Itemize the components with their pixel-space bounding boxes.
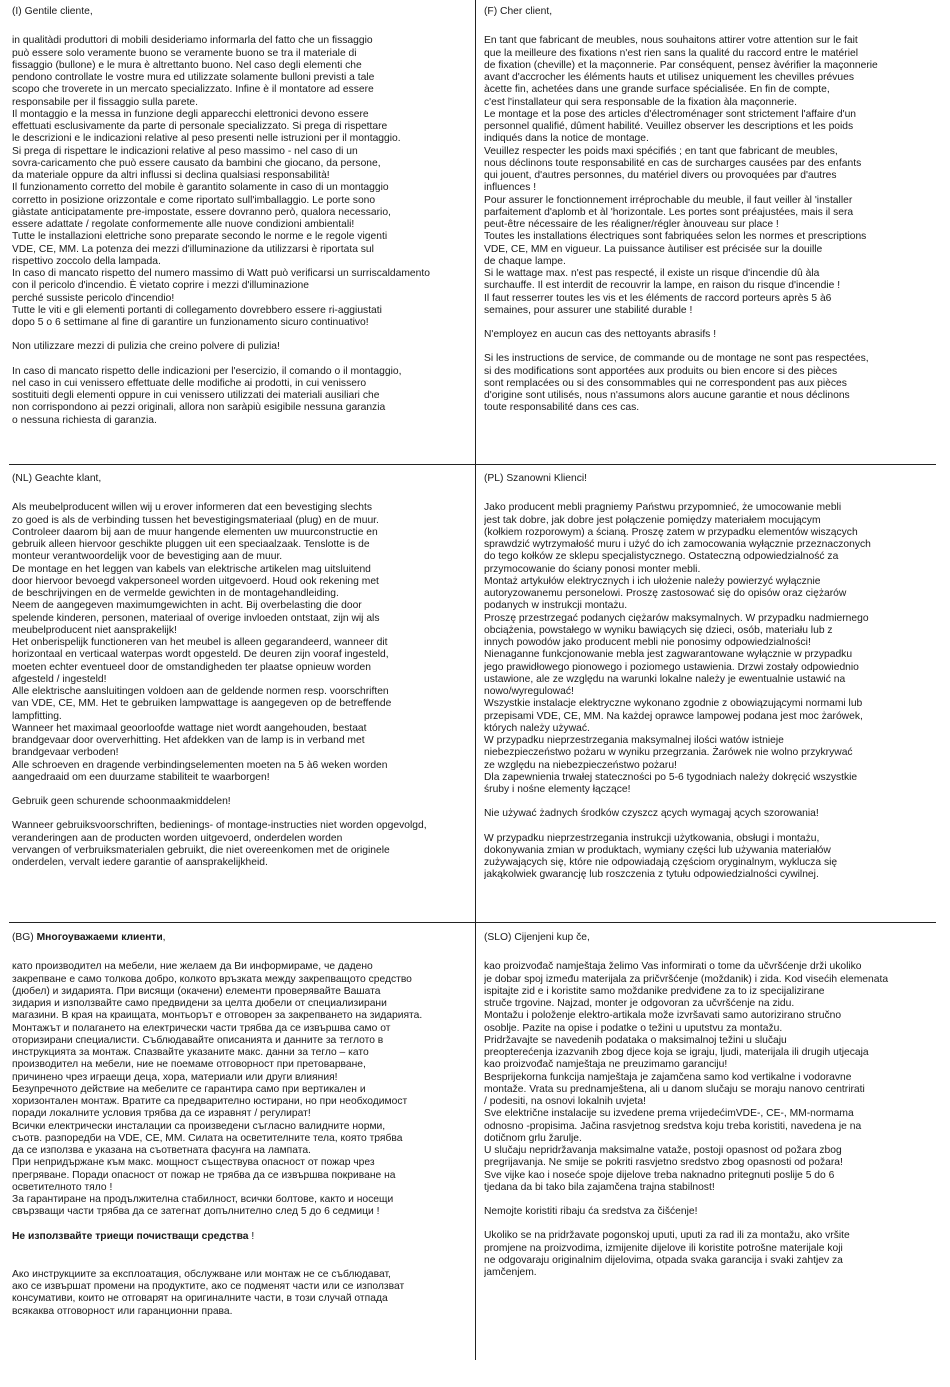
cleaning-note: Non utilizzare mezzi di pulizia che creino polvere di pulizia! [12,341,280,353]
body-text: kao proizvođač namještaja želimo Vas informirati o tome da učvršćenje drži ukoliko je dobar spoj između materijala za pričvršćenje (moždanik) i zida. Kod visećih elemenata ispitajte zid e i koristite samo moždanike predviđene za to iz specijalizirane struče trgovine. Najzad, monter je odgovoran za učvršćenje na zidu. Montažu i položenje elektro-artikala može izvršavati samo autorizirano stručno osoblje. Pazite na opise i podatke o težini u uputstvu za montažu. Pridržavajte se navedenih podataka o maksimalnoj težini u slučaju preopterećenja izazvanih zbog djece koja se igraju, ljudi, materijala ili drugih utjecaja kao proizvođač namještaja ne preuzimamo garanciju! Besprijekorna funkcija namještaja je zajamčena samo kod vertikalne i vodoravne montaže. Vrata su prednamještena, ali u danom slučaju se moraju nanovo centrirati / podesiti, na osnovi lokalnih uvjeta! Sve električne instalacije su izvedene prema vrijedećimVDE-, CE-, MM-normama odnosno -propisima. Jačina rasvjetnog sredstva koju treba koristiti, navedena je na dotičnom grlu žarulje. U slučaju nepridržavanja maksimalne vataže, postoji opasnost od požara zbog pregrijavanja. Ne smije se pokriti rasvjetno sredstvo zbog opasnosti od požara! Sve vijke kao i noseće spoje dijelove treba naknadno pritegnuti poslije 5 do 6 tjedana da bi tako bila zajamčena trajna stabilnost! [484,961,889,1193]
warranty-text: W przypadku nieprzestrzegania instrukcji użytkowania, obsługi i montażu, dokonywania zmian w produktach, wymiany części lub używania materiałów zużywających się, które nie odpowiadają częściom oryginalnym, wyklucza się jakąkolwiek gwarancję lub roszczenia z tytułu odpowiedzialności cywilnej. [484,832,838,881]
cleaning-note: Nie używać żadnych środków czyszcz ących wymagaj ących szorowania! [484,808,819,820]
salutation-suffix: , [162,932,166,943]
section-dutch [12,473,474,918]
cleaning-note: Nemojte koristiti ribaju ća sredstva za čišćenje! [484,1206,698,1217]
cleaning-note-bold: Не използвайте триещи почистващи средства [12,1230,249,1242]
salutation [12,932,474,944]
salutation: (F) Cher client, [484,6,553,17]
cleaning-note-suffix: ! [248,1230,255,1242]
body-text: Als meubelproducent willen wij u erover informeren dat een bevestiging slechts zo goed is als de verbinding tussen het bevestigingsmateriaal (plug) en de muur. Controleer daarom bij aan de muur hangende elementen uw muurconstructie en gebruik alleen hiervoor geschikte pluggen uit een speciaalzaak. Tenslotte is de monteur verantwoordelijk voor de bevestiging aan de muur. De montage en het leggen van kabels van elektrische artikelen mag uitsluitend door hiervoor bevoegd vakpersoneel worden uitgevoerd. Houd ook rekening met de beschrijvingen en de vermelde gewichten in de montagehandleiding. Neem de aangegeven maximumgewichten in acht. Bij overbelasting die door spelende kinderen, personen, materiaal of overige invloeden ontstaat, zijn wij als meubelproducent niet aansprakelijk! Het onberispelijk functioneren van het meubel is alleen gegarandeerd, wanneer dit horizontaal en verticaal waterpas wordt opgesteld. De deuren zijn vooraf ingesteld, moeten echter eventueel door de omstandigheden ter plaatse opnieuw worden afgesteld / ingesteld! Alle elektrische aansluitingen voldoen aan de geldende normen resp. voorschriften van VDE, CE, MM. Het te gebruiken lampwattage is aangegeven op de betreffende lampfitting. Wanneer het maximaal geoorloofde wattage niet wordt aangehouden, bestaat brandgevaar door oververhitting. Het afdekken van de lamp is in verband met brandgevaar verboden! Alle schroeven en dragende verbindingselementen moeten na 5 à6 weken worden aangedraaid om een duurzame stabiliteit te waarborgen! [12,502,392,783]
section-french [484,6,946,461]
salutation-prefix: (BG) [12,932,37,943]
column-divider [475,0,476,1360]
warranty-text: In caso di mancato rispetto delle indicazioni per l'esercizio, il comando o il montaggio, nel caso in cui venissero effettuate delle modifiche ai prodotti, in cui venissero sostituiti degli elementi oppure in cui venissero utilizzati dei materiali ausiliari che non corrispondono ai pezzi originali, allora non saràpiù esigibile nessuna garanzia o nessuna richiesta di garanzia. [12,365,402,426]
salutation: (SLO) Cijenjeni kup če, [484,932,590,943]
body-text: като производител на мебели, ние желаем да Ви информираме, че дадено закрепване е само толкова добро, колкото връзката между закрепващото средство (дюбел) и зидарията. При висящи (окачени) елементи проверявайте Вашата зидария и използвайте само предвидени за целта дюбели от специализирани магазини. В края на краищата, монтьорът е отговорен за закрепването на зидарията. Монтажът и полагането на електрически части трябва да се извършва само от оторизирани специалисти. Съблюдавайте описанията и данните за теглото в инструкцията за монтаж. Спазвайте указаните макс. данни за тегло – като производител на мебели, ние не поемаме отговорност при претоварване, причинено чрез играещи деца, хора, материали или други влияния! Безупречното действие на мебелите се гарантира само при вертикален и хоризонтален монтаж. Вратите са предварително юстирани, но при необходимост поради локалните условия трябва да се изравнят / регулират! Всички електрически инсталации са произведени съгласно валидните норми, съотв. разпоредби на VDE, CE, MM. Силата на осветителните тела, която трябва да се използва е указана на съответната фасунга на лампата. При непридържане към макс. мощност съществува опасност от пожар чрез прегряване. Поради опасност от пожар не трябва да се извършва покриване на осветителното тяло ! За гарантиране на продължителна стабилност, всички болтове, както и носещи свързващи части трябва да се затегнат допълнително след 5 до 6 седмици ! [12,961,423,1218]
cleaning-note: Gebruik geen schurende schoonmaakmiddelen! [12,796,231,807]
section-italian [12,6,472,461]
warranty-text: Si les instructions de service, de commande ou de montage ne sont pas respectées, si des modifications sont apportées aux produits ou bien encore si des pièces sont remplacées ou si des consommables qui ne correspondent pas aux pièces d'origine sont utilisés, nous n'assumons alors aucune garantie et nous déclinons toute responsabilité dans ces cas. [484,353,869,414]
cleaning-note: N'employez en aucun cas des nettoyants abrasifs ! [484,329,717,340]
body-text: Jako producent mebli pragniemy Państwu przypomnieć, że umocowanie mebli jest tak dobre, jak dobre jest połączenie pomiędzy materiałem mocującym (kołkiem rozporowym) a ścianą. Proszę zatem w przypadku elementów wiszących sprawdzić wytrzymałość muru i użyć do ich zamocowania wyłącznie przeznaczonych do tego kołków ze sklepu specjalistycznego. Ostateczną odpowiedzialność za przymocowanie do ściany ponosi monter mebli. Montaż artykułów elektrycznych i ich ułożenie należy powierzyć wyłącznie autoryzowanemu personelowi. Proszę zastosować się do opisów oraz ciężarów podanych w instrukcji montażu. Proszę przestrzegać podanych ciężarów maksymalnych. W przypadku nadmiernego obciążenia, powstałego w wyniku bawiących się dzieci, osób, materiału lub z innych powodów jako producent mebli nie ponosimy odpowiedzialności! Nienaganne funkcjonowanie mebla jest zagwarantowane wyłącznie w przypadku jego prawidłowego pionowego i poziomego ustawienia. Drzwi zostały odpowiednio ustawione, ale ze względu na warunki lokalne należy je ewentualnie ustawić na nowo/wyregulować! Wszystkie instalacje elektryczne wykonano zgodnie z obowiązującymi normami lub przepisami VDE, CE, MM. Na każdej oprawce lampowej podana jest moc żarówek, których należy używać. W przypadku nieprzestrzegania maksymalnej ilości watów istnieje niebezpieczeństwo pożaru w wyniku przegrzania. Żarówek nie wolno przykrywać ze względu na niebezpieczeństwo pożaru! Dla zapewnienia trwałej stateczności po 5-6 tygodniach należy dokręcić wszystkie śruby i nośne elementy łączące! [484,502,871,795]
warranty-text: Ukoliko se na pridržavate pogonskoj uputi, uputi za rad ili za montažu, ako vršite promjene na proizvodima, izmijenite dijelove ili koristite potrošne materijale koji ne odgovaraju originalnim dijelovima, otpada svaka garancija i svaki zahtjev za jamčenjem. [484,1230,850,1278]
salutation: (NL) Geachte klant, [12,473,102,484]
warranty-text: Wanneer gebruiksvoorschriften, bedienings- of montage-instructies niet worden opgevolgd, veranderingen aan de producten worden uitgevoerd, onderdelen worden vervangen of verbruiksmaterialen gebruikt, die niet overeenkomen met de originele onderdelen, vervalt iedere garantie of aansprakelijkheid. [12,820,427,868]
row-divider-1 [9,464,936,465]
body-text: En tant que fabricant de meubles, nous souhaitons attirer votre attention sur le fait que la meilleure des fixations n'est rien sans la qualité du raccord entre le matériel de fixation (cheville) et la maçonnerie. Par conséquent, pensez àvérifier la maçonnerie avant d'accrocher les éléments hauts et utilisez uniquement les chevilles prévues àcette fin, achetées dans une grande surface spécialisée. En fin de compte, c'est l'installateur qui sera responsable de la fixation àla maçonnerie. Le montage et la pose des articles d'électroménager sont strictement l'affaire d'un personnel qualifié, dûment habilité. Veuillez observer les descriptions et les poids indiqués dans la notice de montage. Veuillez respecter les poids maxi spécifiés ; en tant que fabricant de meubles, nous déclinons toute responsabilité en cas de surcharges causées par des enfants qui jouent, d'autres personnes, du matériel divers ou provoquées par d'autres influences ! Pour assurer le fonctionnement irréprochable du meuble, il faut veiller àl 'installer parfaitement d'aplomb et àl 'horizontale. Les portes sont préajustées, mais il sera peut-être nécessaire de les réaligner/régler ànouveau sur place ! Toutes les installations électriques sont fabriquées selon les normes et prescriptions VDE, CE, MM en vigueur. La puissance àutiliser est précisée sur la douille de chaque lampe. Si le wattage max. n'est pas respecté, il existe un risque d'incendie dû àla surchauffe. Il est interdit de recouvrir la lampe, en raison du risque d'incendie ! Il faut resserrer toutes les vis et les éléments de raccord porteurs après 5 à6 semaines, pour assurer une stabilité durable ! [484,35,878,316]
section-polish [484,473,946,918]
row-divider-2 [9,922,936,923]
salutation-bold: Многоуважаеми клиенти [36,932,163,943]
body-text: in qualitàdi produttori di mobili desideriamo informarla del fatto che un fissaggio può essere solo veramente buono se veramente buono se tra il materiale di fissaggio (bullone) e le mura è altrettanto buono. Nel caso degli elementi che pendono controllate le vostre mura ed utilizzate solamente bulloni previsti a tale scopo che troverete in un mercato specializzato. Infine è il montatore ad essere responsabile per il fissaggio sulla parete. Il montaggio e la messa in funzione degli apparecchi elettronici devono essere effettuati esclusivamente da parte di personale specializzato. Si prega di rispettare le descrizioni e le indicazioni relative al peso presenti nelle istruzioni per il montaggio. Si prega di rispettare le indicazioni relative al peso massimo - nel caso di un sovra-caricamento che può essere causato da bambini che giocano, da persone, da materiale oppure da altri influssi si declina qualsiasi responsabilità! Il funzionamento corretto del mobile è garantito solamente in caso di un montaggio corretto in posizione orizzontale e come riportato sull'imballaggio. Le porte sono giàstate anticipatamente pre-impostate, essere dovranno però, qualora necessario, essere adattate / regolate conformemente alle nuove condizioni ambientali! Tutte le installazioni elettriche sono preparate secondo le norme e le regole vigenti VDE, CE, MM. La potenza dei mezzi d'illuminazione da utilizzarsi è riportata sul rispettivo zoccolo della lampada. In caso di mancato rispetto del numero massimo di Watt può verificarsi un surriscaldamento con il pericolo d'incendio. È vietato coprire i mezzi d'illuminazione perché sussiste pericolo d'incendio! Tutte le viti e gli elementi portanti di collegamento dovrebbero essere ri-aggiustati dopo 5 o 6 settimane al fine di garantire un funzionamento sicuro continuativo! [12,35,430,328]
section-bulgarian [12,932,474,1372]
salutation: (I) Gentile cliente, [12,6,93,17]
section-slovenian [484,932,946,1372]
salutation: (PL) Szanowni Klienci! [484,473,588,484]
warranty-text: Ако инструкциите за експлоатация, обслужване или монтаж не се съблюдават, ако се извършат промени на продуктите, ако се подменят части или се използват консумативи, които не отговарят на оригиналните части, в този случай отпада всякаква отговорност или гаранционни права. [12,1268,405,1317]
cleaning-note [12,1231,474,1243]
